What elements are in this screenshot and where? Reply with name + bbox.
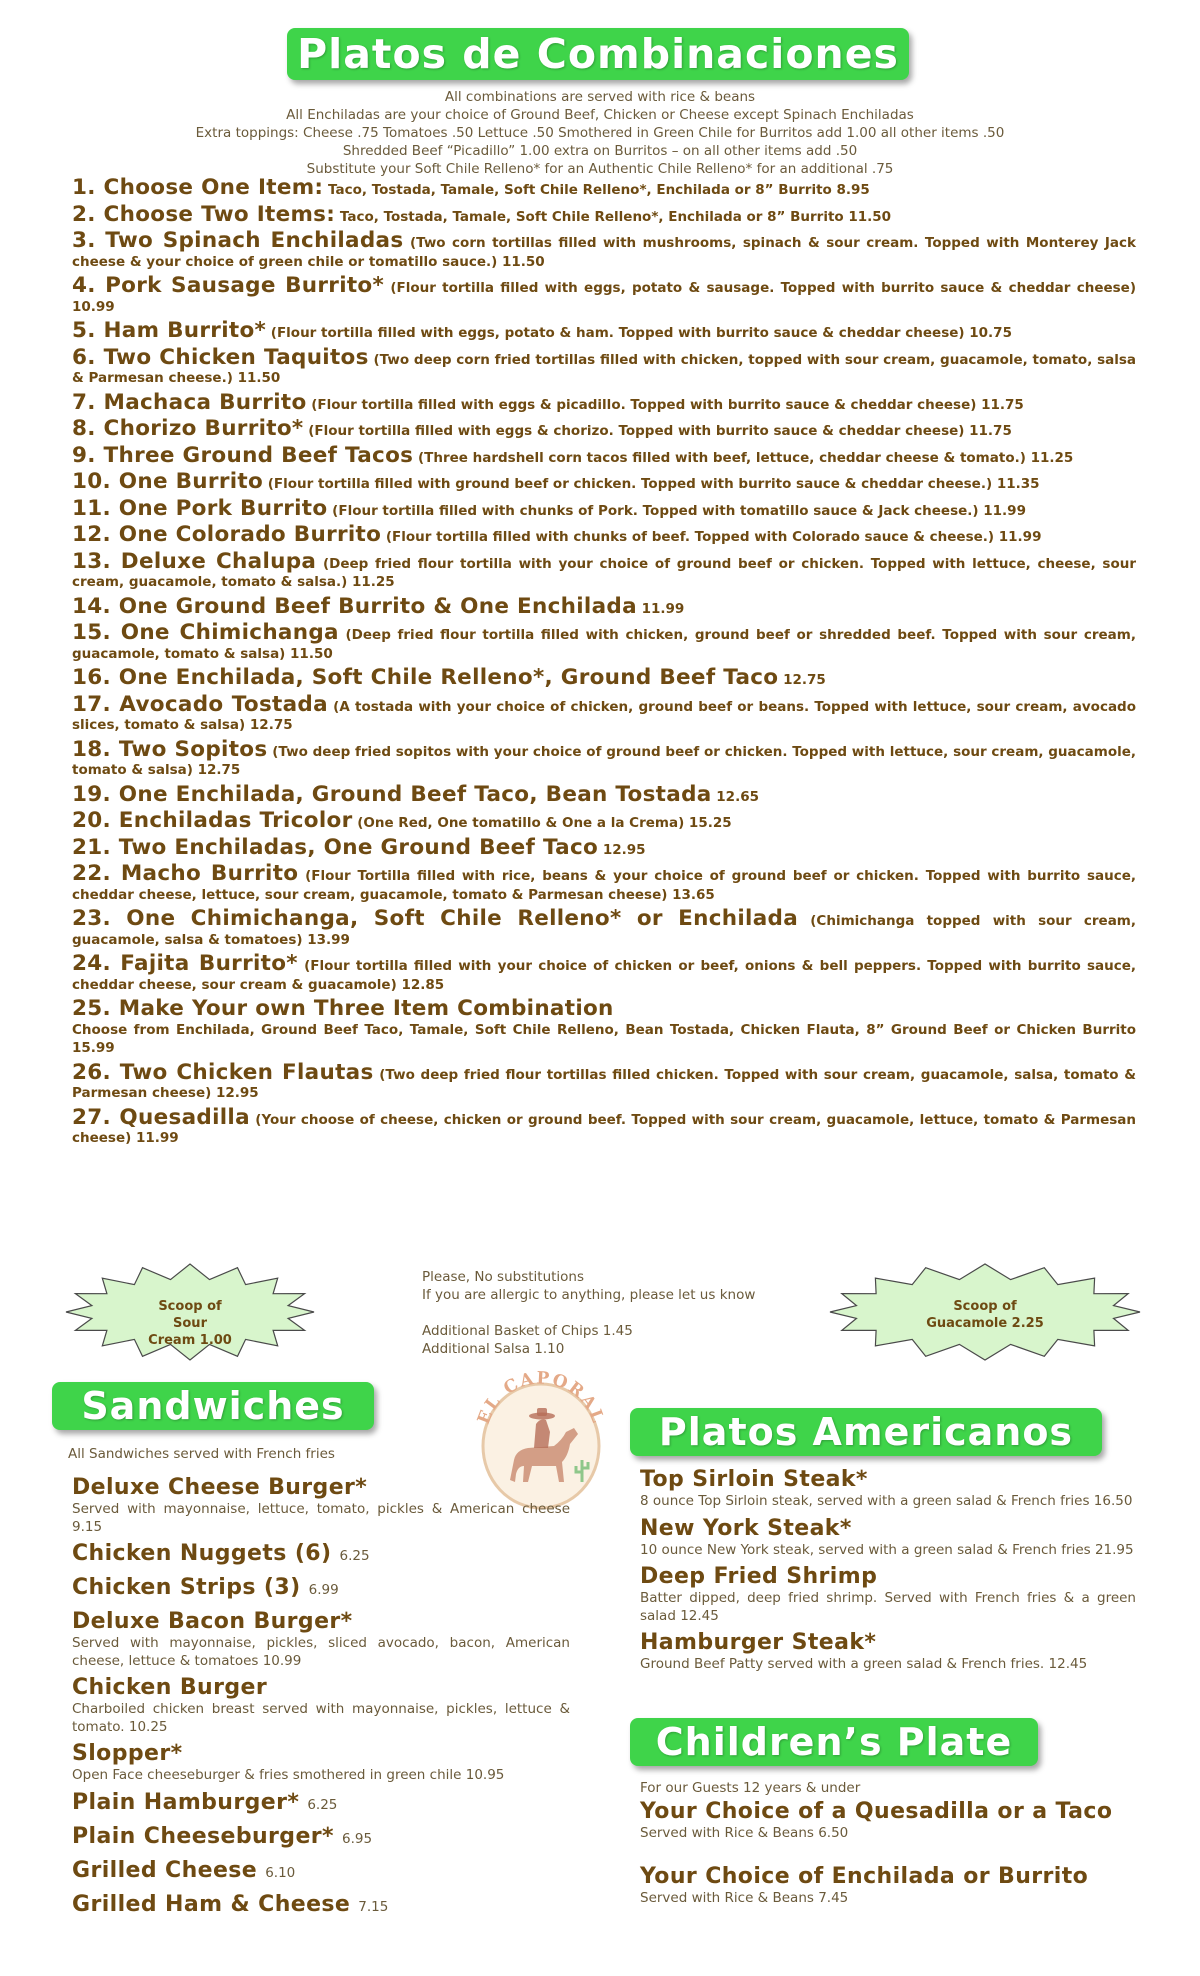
combo-item: [72, 495, 1136, 521]
menu-item: [72, 1574, 570, 1604]
menu-item-name: [72, 1674, 570, 1701]
menu-item-desc: Served with mayonnaise, lettuce, tomato, pickles & American cheese 9.15: [72, 1501, 570, 1535]
combo-item-desc: 12.65: [716, 788, 759, 805]
menu-item-name: [72, 1891, 570, 1921]
combo-item: [72, 1059, 1136, 1103]
combo-item-name: 27. Quesadilla: [72, 1104, 250, 1130]
note-line: Additional Salsa 1.10: [422, 1341, 565, 1357]
note-line: Please, No substitutions: [422, 1269, 585, 1285]
combo-item-name: 10. One Burrito: [72, 469, 264, 494]
menu-item-desc: 8 ounce Top Sirloin steak, served with a green salad & French fries 16.50: [640, 1493, 1133, 1509]
combo-item: [72, 318, 1136, 343]
menu-item-title: Your Choice of a Quesadilla or a Taco: [640, 1799, 1113, 1824]
menu-item-price: 6.25: [307, 1796, 338, 1813]
combo-item-desc: 12.75: [783, 672, 826, 688]
menu-item-title: Your Choice of Enchilada or Burrito: [640, 1863, 1089, 1889]
combination-list: [72, 175, 1137, 1154]
note-line: [422, 1304, 755, 1322]
combo-item-desc: (Flour tortilla filled with eggs & picadillo. Topped with burrito sauce & cheddar cheese) 11.75: [311, 396, 1024, 413]
menu-item-name: [640, 1563, 1136, 1590]
menu-item-name: [72, 1740, 570, 1767]
menu-item-desc: Served with Rice & Beans 7.45: [640, 1889, 849, 1906]
combo-item-desc: (Flour tortilla filled with chunks of Pork. Topped with tomatillo sauce & Jack cheese.) 11.99: [332, 502, 1026, 519]
menu-item-desc: Served with mayonnaise, pickles, sliced avocado, bacon, American cheese, lettuce & tomatoes 10.99: [72, 1635, 570, 1669]
note-line: If you are allergic to anything, please let us know: [422, 1287, 756, 1303]
menu-item: [72, 1891, 570, 1921]
combo-item: [72, 808, 1136, 833]
combo-item-desc: (Deep fried flour tortilla filled with chicken, ground beef or shredded beef. Topped with sour cream, guacamole, tomato & salsa) 11.50: [72, 627, 1136, 662]
combo-item: [72, 201, 1136, 227]
notes: [422, 1268, 755, 1358]
sandwich-list: [72, 1474, 570, 1925]
menu-item-name: [640, 1629, 1136, 1656]
combo-item-desc: (Two corn tortillas filled with mushrooms, spinach & sour cream. Topped with Monterey Jack cheese & your choice of green chile or tomatillo sauce.) 11.50: [72, 235, 1136, 270]
combo-item: [72, 416, 1136, 441]
combo-item-name: 23. One Chimichanga, Soft Chile Relleno* or Enchilada: [72, 906, 799, 931]
combo-item-name: 17. Avocado Tostada: [72, 691, 328, 717]
americanos-list: [640, 1466, 1136, 1678]
combo-item-desc: 12.95: [602, 841, 646, 858]
combo-item-desc: Taco, Tostada, Tamale, Soft Chile Relleno*, Enchilada or 8” Burrito 11.50: [339, 208, 892, 225]
combo-item: [72, 548, 1137, 592]
menu-item-price: 7.15: [358, 1898, 389, 1915]
intro-line: All combinations are served with rice & beans: [444, 89, 756, 105]
menu-item-name: [72, 1540, 570, 1570]
combo-item: [72, 389, 1136, 415]
menu-item: [640, 1515, 1136, 1560]
menu-item-desc: Open Face cheeseburger & fries smothered in green chile 10.95: [72, 1767, 505, 1783]
menu-item-name: [640, 1798, 1136, 1825]
combo-item: [72, 522, 1136, 547]
combo-item-desc: (Flour tortilla filled with eggs, potato & sausage. Topped with burrito sauce & cheddar cheese) 10.99: [72, 280, 1136, 315]
menu-item-title: Deluxe Cheese Burger*: [72, 1475, 368, 1500]
combo-item-name: 21. Two Enchiladas, One Ground Beef Taco: [72, 834, 599, 860]
menu-item-title: Grilled Cheese: [72, 1857, 258, 1883]
menu-item-title: New York Steak*: [640, 1515, 852, 1541]
menu-item-price: 6.10: [265, 1864, 296, 1881]
menu-item: [640, 1563, 1136, 1625]
combo-item: [72, 781, 1136, 807]
combo-item-desc: Taco, Tostada, Tamale, Soft Chile Relleno*, Enchilada or 8” Burrito 8.95: [328, 182, 870, 198]
intro-line: All Enchiladas are your choice of Ground Beef, Chicken or Cheese except Spinach Enchiladas: [286, 107, 914, 123]
combo-item-name: 8. Chorizo Burrito*: [72, 416, 304, 441]
combo-item: [72, 951, 1136, 994]
combo-item: [72, 834, 1136, 860]
combo-item-desc: Choose from Enchilada, Ground Beef Taco, Tamale, Soft Chile Relleno, Bean Tostada, Chicken Flauta, 8” Ground Beef or Chicken Burrito 15.99: [72, 1021, 1136, 1056]
combo-item-name: 22. Macho Burrito: [72, 861, 299, 886]
menu-item: [72, 1857, 570, 1887]
menu-item-title: Chicken Nuggets (6): [72, 1541, 332, 1566]
menu-item: [72, 1740, 570, 1785]
combo-item-desc: (Your choose of cheese, chicken or ground beef. Topped with sour cream, guacamole, lettuce, tomato & Parmesan cheese) 11.99: [72, 1111, 1137, 1146]
combo-item-name: 1. Choose One Item:: [72, 175, 324, 200]
combo-item: [72, 469, 1136, 494]
menu-item: [640, 1629, 1136, 1674]
combo-item: [72, 1104, 1137, 1148]
menu-item-desc: Charboiled chicken breast served with mayonnaise, pickles, lettuce & tomato. 10.25: [72, 1701, 570, 1735]
menu-item-desc: 10 ounce New York steak, served with a green salad & French fries 21.95: [640, 1541, 1134, 1558]
intro-line: Shredded Beef “Picadillo” 1.00 extra on Burritos – on all other items add .50: [342, 143, 858, 159]
menu-item-title: Plain Cheeseburger*: [72, 1823, 334, 1849]
combo-item: [72, 228, 1136, 271]
combo-item-name: 13. Deluxe Chalupa: [72, 548, 317, 574]
combo-item-name: 16. One Enchilada, Soft Chile Relleno*, Ground Beef Taco: [72, 665, 779, 690]
combo-item: [72, 691, 1136, 735]
menu-item-title: Slopper*: [72, 1741, 183, 1766]
combinations-title: Platos de Combinaciones: [287, 28, 909, 80]
logo-text: EL CAPORAL: [473, 1368, 609, 1428]
combo-item-name: 5. Ham Burrito*: [72, 318, 267, 343]
menu-item-title: Deep Fried Shrimp: [640, 1564, 878, 1589]
combo-item: [72, 593, 1136, 619]
sour-cream-label: Scoop of Sour Cream 1.00: [148, 1299, 232, 1348]
combo-item-desc: (One Red, One tomatillo & One a la Crema) 15.25: [357, 815, 732, 831]
combo-item-desc: (A tostada with your choice of chicken, ground beef or beans. Topped with lettuce, sour cream, avocado slices, tomato & salsa) 12.75: [72, 698, 1136, 733]
menu-item-name: [72, 1823, 570, 1853]
menu-item: [72, 1789, 570, 1819]
combo-item-name: 18. Two Sopitos: [72, 736, 268, 762]
menu-item-title: Chicken Burger: [72, 1675, 268, 1700]
menu-item-name: [72, 1608, 570, 1635]
combo-item-desc: (Three hardshell corn tacos filled with beef, lettuce, cheddar cheese & tomato.) 11.25: [417, 449, 1074, 466]
menu-item-price: 6.25: [339, 1548, 370, 1564]
combo-item-name: 4. Pork Sausage Burrito*: [72, 273, 385, 298]
combo-item-desc: (Flour Tortilla filled with rice, beans & your choice of ground beef or chicken. Topped with burrito sauce, cheddar cheese, lettuce, sour cream, guacamole, tomato & Parmesan cheese) 13.65: [72, 868, 1137, 903]
menu-item-desc: Batter dipped, deep fried shrimp. Served with French fries & a green salad 12.45: [640, 1590, 1136, 1624]
menu-item-title: Grilled Ham & Cheese: [72, 1891, 351, 1917]
combo-item: [72, 273, 1136, 316]
menu-item-name: [72, 1789, 570, 1819]
menu-item: [72, 1540, 570, 1570]
combo-item-name: 11. One Pork Burrito: [72, 495, 328, 521]
combo-item: [72, 620, 1136, 663]
menu-item-name: [72, 1574, 570, 1604]
menu-item-title: Plain Hamburger*: [72, 1789, 300, 1815]
americanos-title: Platos Americanos: [630, 1408, 1102, 1456]
menu-item-name: [640, 1515, 1136, 1542]
children-list: [640, 1798, 1136, 1927]
combo-item-name: 20. Enchiladas Tricolor: [72, 808, 353, 833]
menu-item-desc: Ground Beef Patty served with a green salad & French fries. 12.45: [640, 1656, 1088, 1672]
combo-item-desc: (Two deep corn fried tortillas filled with chicken, topped with sour cream, guacamole, tomato, salsa & Parmesan cheese.) 11.50: [72, 351, 1136, 386]
note-line: Additional Basket of Chips 1.45: [422, 1323, 633, 1339]
menu-item: [72, 1674, 570, 1736]
children-subtitle: For our Guests 12 years & under: [640, 1780, 861, 1796]
combo-item-desc: (Flour tortilla filled with eggs, potato & ham. Topped with burrito sauce & cheddar cheese) 10.75: [270, 325, 1012, 341]
sandwiches-title: Sandwiches: [52, 1382, 374, 1430]
combo-item-name: 26. Two Chicken Flautas: [72, 1059, 374, 1085]
combo-item-name: 25. Make Your own Three Item Combination: [72, 996, 614, 1021]
menu-item-price: 6.99: [308, 1582, 339, 1598]
menu-item: [72, 1474, 570, 1536]
combo-item-name: 9. Three Ground Beef Tacos: [72, 442, 414, 468]
menu-item: [640, 1466, 1136, 1511]
combo-item-desc: (Two deep fried flour tortillas filled chicken. Topped with sour cream, guacamole, salsa, tomato & Parmesan cheese) 12.95: [72, 1066, 1136, 1101]
combo-item-name: 2. Choose Two Items:: [72, 201, 336, 227]
combo-item-name: 7. Machaca Burrito: [72, 389, 307, 415]
intro-line: Extra toppings: Cheese .75 Tomatoes .50 Lettuce .50 Smothered in Green Chile for Burritos add 1.00 all other items .50: [195, 125, 1005, 141]
combo-item-name: 12. One Colorado Burrito: [72, 522, 382, 547]
menu-item: [640, 1863, 1136, 1908]
combo-item-name: 15. One Chimichanga: [72, 620, 339, 645]
sandwiches-subtitle: All Sandwiches served with French fries: [68, 1446, 335, 1462]
combo-item: [72, 344, 1136, 388]
menu-item: [640, 1798, 1136, 1843]
combo-item-desc: (Flour tortilla filled with ground beef or chicken. Topped with burrito sauce & cheddar cheese.) 11.35: [267, 476, 1040, 492]
combo-item-name: 24. Fajita Burrito*: [72, 951, 298, 976]
combo-item: [72, 175, 1136, 200]
menu-item-name: [72, 1857, 570, 1887]
children-title: Children’s Plate: [630, 1718, 1038, 1766]
combo-item: [72, 665, 1136, 690]
menu-item-title: Hamburger Steak*: [640, 1630, 877, 1655]
menu-item: [72, 1823, 570, 1853]
combo-item-name: 14. One Ground Beef Burrito & One Enchilada: [72, 593, 637, 619]
combo-item-desc: (Flour tortilla filled with eggs & chorizo. Topped with burrito sauce & cheddar cheese) 11.75: [308, 423, 1012, 439]
intro-line: Substitute your Soft Chile Relleno* for an Authentic Chile Relleno* for an additional .75: [306, 161, 894, 177]
combo-item-desc: (Flour tortilla filled with your choice of chicken or beef, onions & bell peppers. Topped with burrito sauce, cheddar cheese, sour cream & guacamole) 12.85: [72, 958, 1136, 993]
menu-item-name: [640, 1863, 1136, 1890]
combo-item-desc: (Chimichanga topped with sour cream, guacamole, salsa & tomatoes) 13.99: [72, 913, 1137, 948]
menu-item-price: 6.95: [341, 1830, 373, 1847]
menu-item-name: [640, 1466, 1136, 1493]
combinations-intro: [60, 88, 1140, 178]
combo-item-desc: (Deep fried flour tortilla with your choice of ground beef or chicken. Topped with lettuce, cheese, sour cream, guacamole, tomato & salsa.) 11.25: [72, 555, 1137, 590]
menu-item-title: Chicken Strips (3): [72, 1575, 301, 1600]
menu-item-name: [72, 1474, 570, 1501]
combo-item-desc: 11.99: [641, 600, 685, 617]
combo-item-desc: (Two deep fried sopitos with your choice of ground beef or chicken. Topped with lettuce, sour cream, guacamole, tomato & salsa) 12.75: [72, 743, 1137, 778]
combo-item: [72, 861, 1137, 904]
combo-item: [72, 442, 1136, 468]
combo-item: [72, 996, 1136, 1058]
combo-item-name: 19. One Enchilada, Ground Beef Taco, Bean Tostada: [72, 781, 712, 807]
menu-item-title: Deluxe Bacon Burger*: [72, 1609, 353, 1634]
combo-item-name: 3. Two Spinach Enchiladas: [72, 228, 404, 253]
menu-item: [72, 1608, 570, 1670]
menu-item-desc: Served with Rice & Beans 6.50: [640, 1825, 849, 1841]
menu-item-title: Top Sirloin Steak*: [640, 1467, 868, 1492]
combo-item-name: 6. Two Chicken Taquitos: [72, 344, 369, 370]
combo-item-desc: (Flour tortilla filled with chunks of beef. Topped with Colorado sauce & cheese.) 11.99: [385, 529, 1042, 545]
combo-item: [72, 736, 1137, 780]
combo-item: [72, 906, 1137, 949]
guacamole-label: Scoop of Guacamole 2.25: [926, 1299, 1044, 1331]
